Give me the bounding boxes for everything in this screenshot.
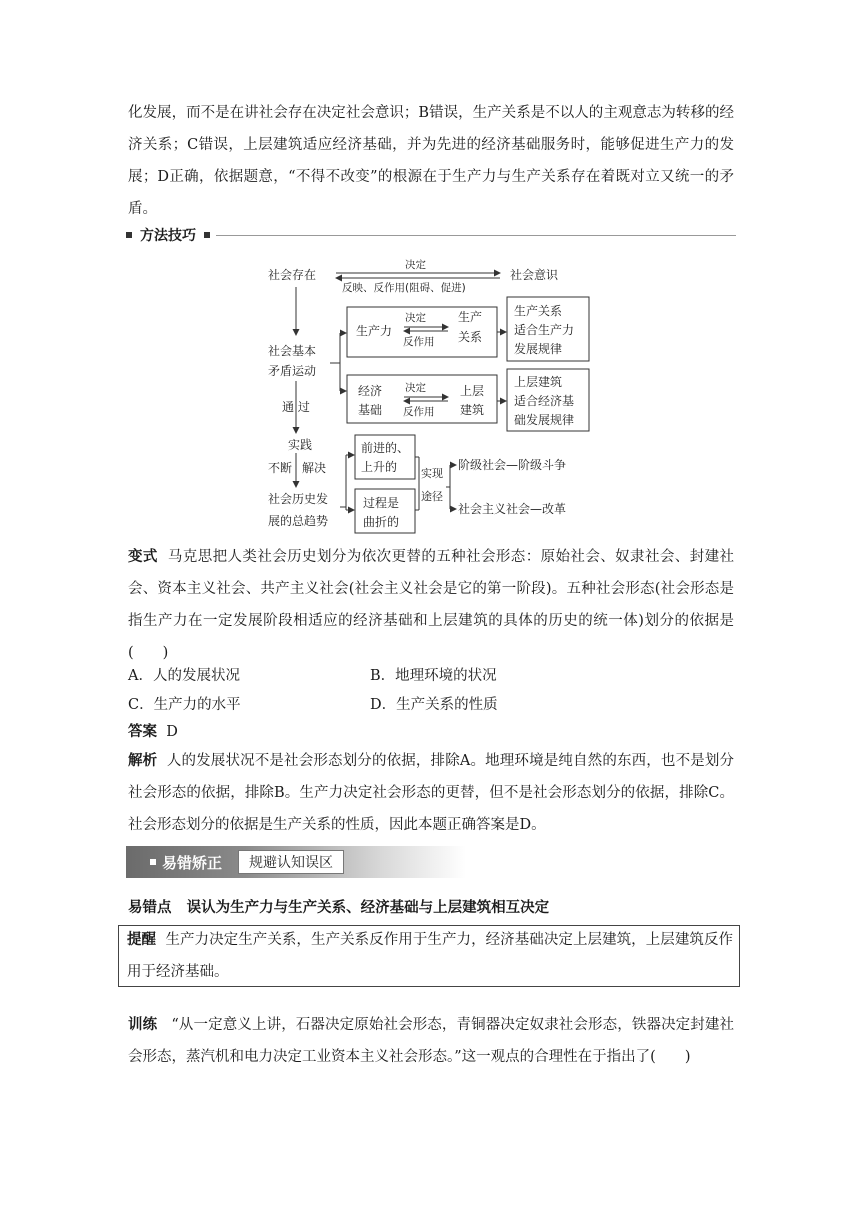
label-tortuous-1: 过程是 <box>363 496 400 510</box>
label-econ-base-1: 经济 <box>358 384 383 398</box>
label-react-small: 反作用 <box>403 336 435 348</box>
rule2-line-1: 上层建筑 <box>514 375 563 389</box>
answer-value: D <box>166 724 178 740</box>
label-constantly: 不断 <box>268 461 293 475</box>
concept-diagram <box>260 255 600 537</box>
rule2-line-3: 础发展规律 <box>514 413 575 427</box>
method-section-header <box>126 224 736 246</box>
label-realize-1: 实现 <box>421 467 443 480</box>
analysis-label: 解析 <box>128 753 158 769</box>
bullet-square-icon <box>150 859 156 865</box>
method-section-title: 方法技巧 <box>140 228 196 244</box>
error-point-label: 易错点 <box>128 900 172 916</box>
label-trend-1: 社会历史发 <box>268 492 329 506</box>
training-text: “从一定意义上讲，石器决定原始社会形态，青铜器决定奴隶社会形态，铁器决定封建社会形态，蒸汽机和电力决定工业资本主义社会形态。”这一观点的合理性在于指出了( ) <box>128 1017 735 1065</box>
label-progressive-1: 前进的、 <box>361 441 410 455</box>
option-a: A．人的发展状况 <box>128 668 240 684</box>
label-superstructure-2: 建筑 <box>460 403 485 417</box>
error-correction-banner <box>126 846 466 878</box>
label-prod-rel-2: 关系 <box>458 330 483 344</box>
rule2-line-2: 适合经济基 <box>514 394 575 408</box>
option-b: B．地理环境的状况 <box>370 668 497 684</box>
label-realize-2: 途径 <box>421 490 443 503</box>
rule1-line-3: 发展规律 <box>514 342 563 356</box>
label-social-existence: 社会存在 <box>268 268 317 282</box>
label-solve: 解决 <box>302 461 327 475</box>
label-progressive-2: 上升的 <box>361 460 398 474</box>
label-socialist-society: 社会主义社会—改革 <box>458 502 567 516</box>
answer-line <box>128 716 734 748</box>
label-reflect: 反映、反作用(阻碍、促进) <box>342 282 466 294</box>
label-decide-small-2: 决定 <box>405 382 426 394</box>
variant-text: 马克思把人类社会历史划分为依次更替的五种社会形态：原始社会、奴隶社会、封建社会、资本主义社会、共产主义社会(社会主义社会是它的第一阶段)。五种社会形态(社会形态是指生产力在一定发展阶段相适应的经济基础和上层建筑的具体的历史的统一体)划分的依据是( ) <box>128 549 735 661</box>
label-superstructure-1: 上层 <box>460 384 485 398</box>
error-banner-tag: 规避认知误区 <box>238 850 344 874</box>
rule1-line-1: 生产关系 <box>514 304 563 318</box>
rule1-line-2: 适合生产力 <box>514 323 575 337</box>
label-productive-forces: 生产力 <box>356 324 393 338</box>
variant-question <box>128 541 734 669</box>
analysis-paragraph <box>128 745 734 841</box>
bullet-square-icon <box>126 232 132 238</box>
label-decides: 决定 <box>405 259 426 271</box>
bullet-square-icon <box>204 232 210 238</box>
variant-label: 变式 <box>128 549 158 565</box>
top-paragraph: 化发展，而不是在讲社会存在决定社会意识；B错误，生产关系是不以人的主观意志为转移的经济关系；C错误，上层建筑适应经济基础，并为先进的经济基础服务时，能够促进生产力的发展；D正确，依据题意，“不得不改变”的根源在于生产力与生产关系存在着既对立又统一的矛盾。 <box>128 105 734 217</box>
option-c: C．生产力的水平 <box>128 697 241 713</box>
label-trend-2: 展的总趋势 <box>268 514 329 528</box>
label-basic-contradiction-1: 社会基本 <box>268 344 317 358</box>
answer-label: 答案 <box>128 724 157 740</box>
error-point-line <box>128 892 734 924</box>
reminder-label: 提醒 <box>127 932 157 948</box>
error-banner-title: 易错矫正 <box>162 853 223 872</box>
label-basic-contradiction-2: 矛盾运动 <box>268 364 317 378</box>
reminder-paragraph <box>127 924 733 988</box>
label-practice: 实践 <box>288 438 313 452</box>
label-class-society: 阶级社会—阶级斗争 <box>458 458 567 472</box>
label-react-small-2: 反作用 <box>403 406 435 418</box>
label-through: 通 过 <box>282 400 310 414</box>
reminder-text: 生产力决定生产关系，生产关系反作用于生产力，经济基础决定上层建筑，上层建筑反作用于经济基础。 <box>127 932 733 980</box>
training-label: 训练 <box>128 1017 158 1033</box>
label-econ-base-2: 基础 <box>358 403 383 417</box>
reminder-box <box>118 925 740 987</box>
analysis-text: 人的发展状况不是社会形态划分的依据，排除A。地理环境是纯自然的东西，也不是划分社会形态的依据，排除B。生产力决定社会形态的更替，但不是社会形态划分的依据，排除C。社会形态划分的依据是生产关系的性质，因此本题正确答案是D。 <box>128 753 735 833</box>
label-prod-rel-1: 生产 <box>458 310 483 324</box>
label-tortuous-2: 曲折的 <box>363 515 400 529</box>
section-divider <box>216 235 736 236</box>
error-point-text: 误认为生产力与生产关系、经济基础与上层建筑相互决定 <box>186 900 550 916</box>
option-d: D．生产关系的性质 <box>370 697 498 713</box>
label-social-consciousness: 社会意识 <box>510 268 559 282</box>
training-question <box>128 1009 734 1073</box>
label-decide-small: 决定 <box>405 312 426 324</box>
